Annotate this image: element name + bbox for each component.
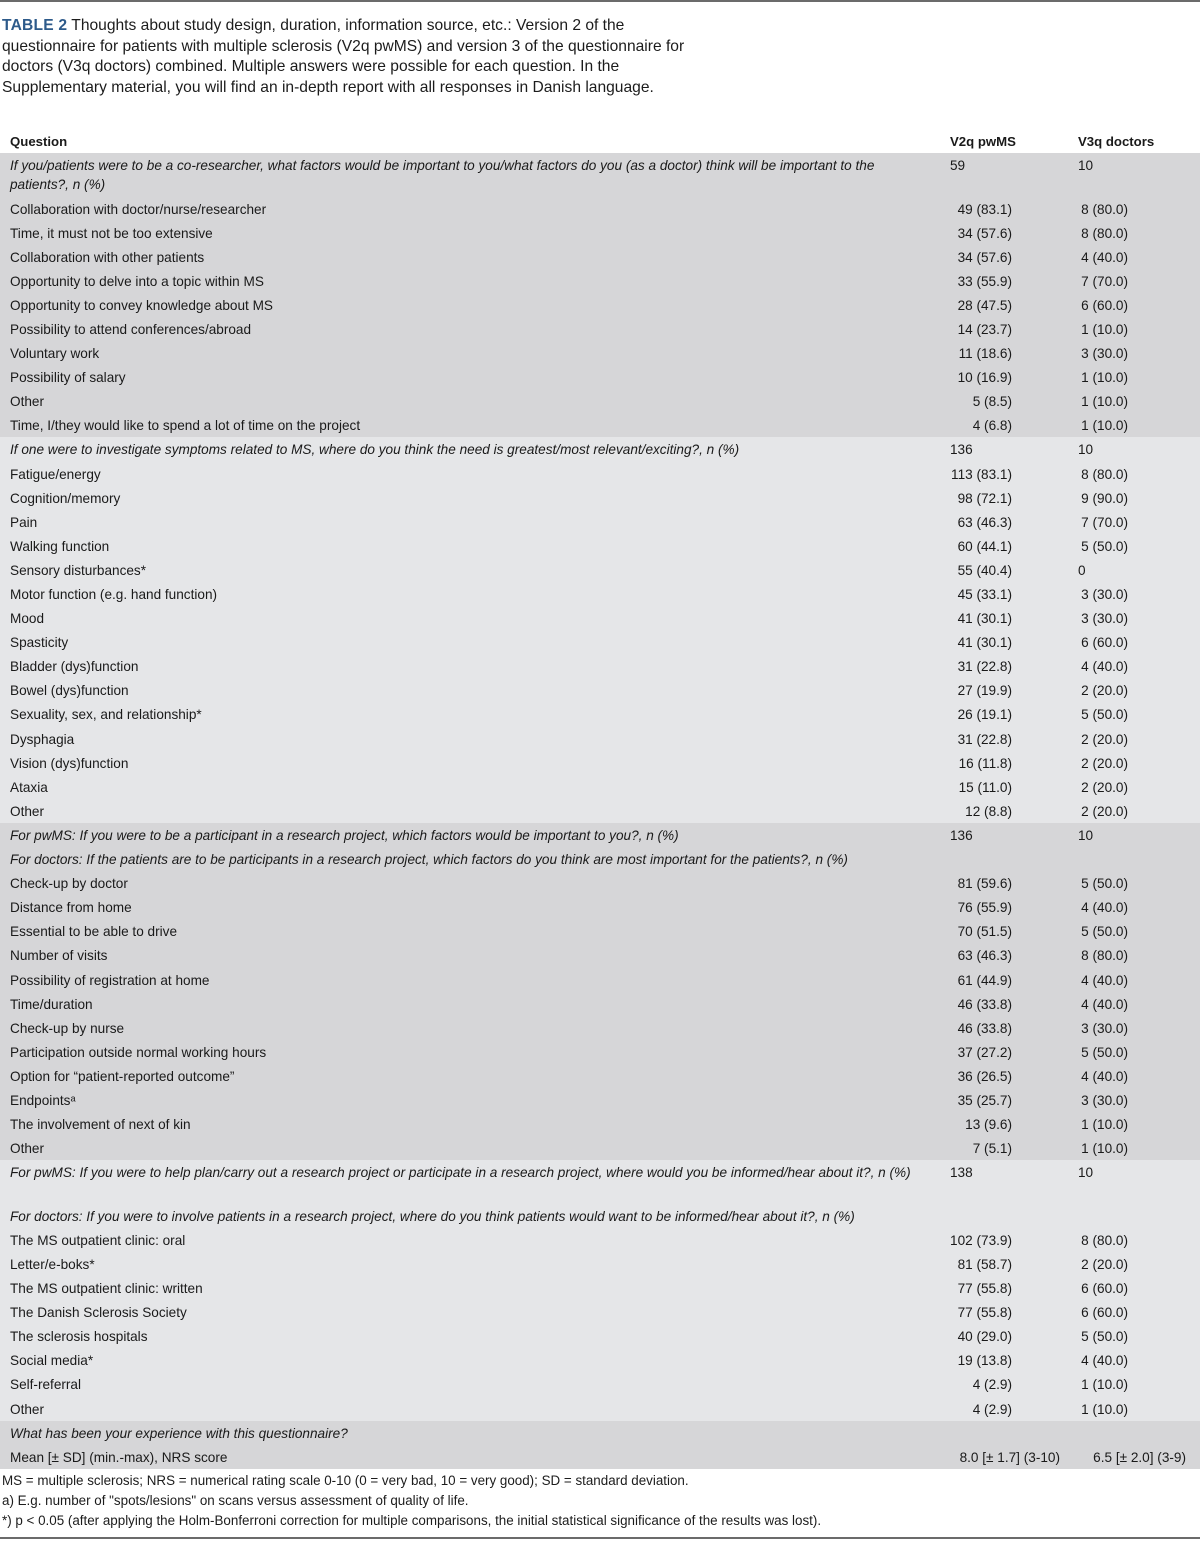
- table-row: [0, 1040, 1200, 1064]
- question-cell: Walking function: [0, 534, 940, 558]
- question-cell: The MS outpatient clinic: written: [0, 1276, 940, 1300]
- question-cell: Mean [± SD] (min.-max), NRS score: [0, 1445, 940, 1469]
- question-cell: Option for “patient-reported outcome”: [0, 1064, 940, 1088]
- v2q-pwms-cell: 10 (16.9): [940, 365, 1068, 389]
- v3q-doctors-cell: 2 (20.0): [1068, 727, 1200, 751]
- v2q-pwms-cell: 11 (18.6): [940, 341, 1068, 365]
- v3q-doctors-cell: 0: [1068, 558, 1200, 582]
- v3q-doctors-cell: 7 (70.0): [1068, 269, 1200, 293]
- question-row: [0, 437, 1200, 461]
- v2q-pwms-cell: 81 (58.7): [940, 1252, 1068, 1276]
- question-cell: If one were to investigate symptoms related to MS, where do you think the need is greatest/most relevant/exciting?, n (%): [0, 437, 940, 461]
- table-row: [0, 1252, 1200, 1276]
- table-row: [0, 606, 1200, 630]
- question-cell: What has been your experience with this questionnaire?: [0, 1421, 940, 1445]
- table-row: [0, 992, 1200, 1016]
- question-cell: Distance from home: [0, 895, 940, 919]
- v3q-doctors-cell: [1068, 847, 1200, 871]
- question-row: [0, 1421, 1200, 1445]
- v3q-doctors-cell: 8 (80.0): [1068, 221, 1200, 245]
- v3q-doctors-cell: 1 (10.0): [1068, 1372, 1200, 1396]
- v3q-doctors-cell: 5 (50.0): [1068, 702, 1200, 726]
- v3q-doctors-cell: 10: [1068, 437, 1200, 461]
- question-cell: The involvement of next of kin: [0, 1112, 940, 1136]
- v2q-pwms-cell: 27 (19.9): [940, 678, 1068, 702]
- table-body: [0, 153, 1200, 1469]
- v2q-pwms-cell: 26 (19.1): [940, 702, 1068, 726]
- table-row: [0, 221, 1200, 245]
- table-row: [0, 895, 1200, 919]
- v3q-doctors-cell: [1068, 1421, 1200, 1445]
- v3q-doctors-cell: 10: [1068, 1160, 1200, 1204]
- question-row: [0, 823, 1200, 847]
- table-row: [0, 317, 1200, 341]
- question-cell: Time/duration: [0, 992, 940, 1016]
- question-cell: Spasticity: [0, 630, 940, 654]
- v2q-pwms-cell: 31 (22.8): [940, 654, 1068, 678]
- v2q-pwms-cell: 98 (72.1): [940, 486, 1068, 510]
- v2q-pwms-cell: 81 (59.6): [940, 871, 1068, 895]
- v3q-doctors-cell: 8 (80.0): [1068, 197, 1200, 221]
- v3q-doctors-cell: 6 (60.0): [1068, 630, 1200, 654]
- v3q-doctors-cell: 3 (30.0): [1068, 582, 1200, 606]
- v2q-pwms-cell: 136: [940, 437, 1068, 461]
- v3q-doctors-cell: 7 (70.0): [1068, 510, 1200, 534]
- v2q-pwms-cell: 45 (33.1): [940, 582, 1068, 606]
- question-cell: Letter/e-boks*: [0, 1252, 940, 1276]
- table-row: [0, 1112, 1200, 1136]
- v3q-doctors-cell: 4 (40.0): [1068, 245, 1200, 269]
- v2q-pwms-cell: 5 (8.5): [940, 389, 1068, 413]
- v2q-pwms-cell: 102 (73.9): [940, 1228, 1068, 1252]
- v2q-pwms-cell: [940, 1421, 1068, 1445]
- question-row: [0, 1160, 1200, 1204]
- table-row: [0, 269, 1200, 293]
- question-cell: For pwMS: If you were to be a participant in a research project, which factors would be important to you?, n (%): [0, 823, 940, 847]
- question-cell: Motor function (e.g. hand function): [0, 582, 940, 606]
- v3q-doctors-cell: 8 (80.0): [1068, 462, 1200, 486]
- table-row: [0, 775, 1200, 799]
- v2q-pwms-cell: 40 (29.0): [940, 1324, 1068, 1348]
- v2q-pwms-cell: 55 (40.4): [940, 558, 1068, 582]
- table-row: [0, 413, 1200, 437]
- table-row: [0, 245, 1200, 269]
- v3q-doctors-cell: 10: [1068, 823, 1200, 847]
- question-cell: Other: [0, 389, 940, 413]
- question-cell: Time, it must not be too extensive: [0, 221, 940, 245]
- question-row: [0, 1204, 1200, 1228]
- table-row: [0, 486, 1200, 510]
- v2q-pwms-cell: 34 (57.6): [940, 221, 1068, 245]
- question-cell: Cognition/memory: [0, 486, 940, 510]
- table-row: [0, 968, 1200, 992]
- v2q-pwms-cell: 33 (55.9): [940, 269, 1068, 293]
- table-row: [0, 799, 1200, 823]
- table-row: [0, 871, 1200, 895]
- v3q-doctors-cell: 10: [1068, 153, 1200, 197]
- v2q-pwms-cell: 36 (26.5): [940, 1064, 1068, 1088]
- v2q-pwms-cell: 41 (30.1): [940, 606, 1068, 630]
- v2q-pwms-cell: 49 (83.1): [940, 197, 1068, 221]
- question-cell: The sclerosis hospitals: [0, 1324, 940, 1348]
- table-row: [0, 943, 1200, 967]
- v2q-pwms-cell: 46 (33.8): [940, 992, 1068, 1016]
- v2q-pwms-cell: 4 (2.9): [940, 1372, 1068, 1396]
- table-row: [0, 630, 1200, 654]
- table-row: [0, 751, 1200, 775]
- question-cell: Vision (dys)function: [0, 751, 940, 775]
- v2q-pwms-cell: 34 (57.6): [940, 245, 1068, 269]
- v3q-doctors-cell: 1 (10.0): [1068, 1136, 1200, 1160]
- table-row: [0, 1348, 1200, 1372]
- v3q-doctors-cell: 2 (20.0): [1068, 751, 1200, 775]
- v3q-doctors-cell: 2 (20.0): [1068, 799, 1200, 823]
- question-cell: Time, I/they would like to spend a lot of time on the project: [0, 413, 940, 437]
- v2q-pwms-cell: [940, 1204, 1068, 1228]
- question-cell: Collaboration with doctor/nurse/researcher: [0, 197, 940, 221]
- table-row: [0, 727, 1200, 751]
- question-cell: For doctors: If the patients are to be participants in a research project, which factors do you think are most important for the patients?, n (%): [0, 847, 940, 871]
- table-row: [0, 462, 1200, 486]
- header-v2q-pwms: V2q pwMS: [940, 129, 1068, 153]
- table-row: [0, 1016, 1200, 1040]
- v2q-pwms-cell: 59: [940, 153, 1068, 197]
- table-row: [0, 654, 1200, 678]
- question-cell: Other: [0, 1136, 940, 1160]
- table-header-row: [0, 129, 1200, 153]
- question-cell: Bowel (dys)function: [0, 678, 940, 702]
- question-cell: Number of visits: [0, 943, 940, 967]
- header-v3q-doctors: V3q doctors: [1068, 129, 1200, 153]
- v2q-pwms-cell: 19 (13.8): [940, 1348, 1068, 1372]
- v2q-pwms-cell: 8.0 [± 1.7] (3-10): [940, 1445, 1068, 1469]
- table-row: [0, 1445, 1200, 1469]
- v3q-doctors-cell: 5 (50.0): [1068, 1324, 1200, 1348]
- question-cell: Participation outside normal working hours: [0, 1040, 940, 1064]
- v3q-doctors-cell: 4 (40.0): [1068, 992, 1200, 1016]
- header-question: Question: [0, 129, 940, 153]
- v3q-doctors-cell: 5 (50.0): [1068, 919, 1200, 943]
- question-cell: Other: [0, 1397, 940, 1421]
- v3q-doctors-cell: 9 (90.0): [1068, 486, 1200, 510]
- question-cell: Check-up by doctor: [0, 871, 940, 895]
- footnote-asterisk: *) p < 0.05 (after applying the Holm-Bonferroni correction for multiple comparisons, the initial statistical significance of the results was lost).: [2, 1512, 822, 1528]
- v3q-doctors-cell: 1 (10.0): [1068, 1112, 1200, 1136]
- v3q-doctors-cell: 3 (30.0): [1068, 606, 1200, 630]
- v3q-doctors-cell: 6 (60.0): [1068, 293, 1200, 317]
- table-row: [0, 341, 1200, 365]
- v3q-doctors-cell: [1068, 1204, 1200, 1228]
- question-cell: Possibility to attend conferences/abroad: [0, 317, 940, 341]
- v2q-pwms-cell: 138: [940, 1160, 1068, 1204]
- question-row: [0, 153, 1200, 197]
- v2q-pwms-cell: 41 (30.1): [940, 630, 1068, 654]
- v2q-pwms-cell: 70 (51.5): [940, 919, 1068, 943]
- question-cell: Social media*: [0, 1348, 940, 1372]
- question-cell: Voluntary work: [0, 341, 940, 365]
- question-cell: Self-referral: [0, 1372, 940, 1396]
- data-table: [0, 129, 1200, 1469]
- v3q-doctors-cell: 1 (10.0): [1068, 365, 1200, 389]
- question-cell: Essential to be able to drive: [0, 919, 940, 943]
- v3q-doctors-cell: 4 (40.0): [1068, 895, 1200, 919]
- caption-text: Thoughts about study design, duration, information source, etc.: Version 2 of the questionnaire for patients with multiple sclerosis (V2q pwMS) and version 3 of the questionnaire for doctors (V3q doctors) combined. Multiple answers were possible for each question. In the Supplementary material, you will find an in-depth report with all responses in Danish language.: [2, 17, 685, 96]
- v2q-pwms-cell: 77 (55.8): [940, 1276, 1068, 1300]
- v3q-doctors-cell: 1 (10.0): [1068, 413, 1200, 437]
- v3q-doctors-cell: 3 (30.0): [1068, 1088, 1200, 1112]
- v2q-pwms-cell: 63 (46.3): [940, 510, 1068, 534]
- bottom-rule: [0, 1537, 1200, 1539]
- v2q-pwms-cell: 7 (5.1): [940, 1136, 1068, 1160]
- table-row: [0, 365, 1200, 389]
- table-row: [0, 293, 1200, 317]
- question-row: [0, 847, 1200, 871]
- v2q-pwms-cell: 46 (33.8): [940, 1016, 1068, 1040]
- v2q-pwms-cell: 4 (2.9): [940, 1397, 1068, 1421]
- table-row: [0, 678, 1200, 702]
- question-cell: Fatigue/energy: [0, 462, 940, 486]
- question-cell: If you/patients were to be a co-researcher, what factors would be important to you/what factors do you (as a doctor) think will be important to the patients?, n (%): [0, 153, 940, 197]
- v3q-doctors-cell: 4 (40.0): [1068, 1348, 1200, 1372]
- table-row: [0, 919, 1200, 943]
- v3q-doctors-cell: 1 (10.0): [1068, 317, 1200, 341]
- v2q-pwms-cell: 28 (47.5): [940, 293, 1068, 317]
- question-cell: Sensory disturbances*: [0, 558, 940, 582]
- question-cell: Dysphagia: [0, 727, 940, 751]
- table-row: [0, 1372, 1200, 1396]
- v3q-doctors-cell: 8 (80.0): [1068, 1228, 1200, 1252]
- question-cell: Collaboration with other patients: [0, 245, 940, 269]
- table-row: [0, 1276, 1200, 1300]
- table-row: [0, 1136, 1200, 1160]
- v3q-doctors-cell: 3 (30.0): [1068, 1016, 1200, 1040]
- table-row: [0, 1064, 1200, 1088]
- v3q-doctors-cell: 5 (50.0): [1068, 1040, 1200, 1064]
- v2q-pwms-cell: 13 (9.6): [940, 1112, 1068, 1136]
- v2q-pwms-cell: 76 (55.9): [940, 895, 1068, 919]
- table-row: [0, 558, 1200, 582]
- question-cell: The Danish Sclerosis Society: [0, 1300, 940, 1324]
- table-row: [0, 1397, 1200, 1421]
- v3q-doctors-cell: 4 (40.0): [1068, 1064, 1200, 1088]
- table-row: [0, 389, 1200, 413]
- v3q-doctors-cell: 8 (80.0): [1068, 943, 1200, 967]
- v3q-doctors-cell: 2 (20.0): [1068, 678, 1200, 702]
- v2q-pwms-cell: 16 (11.8): [940, 751, 1068, 775]
- footnote-a: a) E.g. number of "spots/lesions" on scans versus assessment of quality of life.: [2, 1492, 469, 1508]
- question-cell: Possibility of registration at home: [0, 968, 940, 992]
- v2q-pwms-cell: 61 (44.9): [940, 968, 1068, 992]
- v3q-doctors-cell: 5 (50.0): [1068, 871, 1200, 895]
- table-row: [0, 1088, 1200, 1112]
- v2q-pwms-cell: 136: [940, 823, 1068, 847]
- v2q-pwms-cell: [940, 847, 1068, 871]
- top-rule: [0, 0, 1200, 2]
- v3q-doctors-cell: 6 (60.0): [1068, 1276, 1200, 1300]
- question-cell: For doctors: If you were to involve patients in a research project, where do you think patients would want to be informed/hear about it?, n (%): [0, 1204, 940, 1228]
- question-cell: The MS outpatient clinic: oral: [0, 1228, 940, 1252]
- table-row: [0, 582, 1200, 606]
- table-row: [0, 702, 1200, 726]
- question-cell: Opportunity to convey knowledge about MS: [0, 293, 940, 317]
- v3q-doctors-cell: 3 (30.0): [1068, 341, 1200, 365]
- v2q-pwms-cell: 60 (44.1): [940, 534, 1068, 558]
- question-cell: Ataxia: [0, 775, 940, 799]
- table-row: [0, 534, 1200, 558]
- v3q-doctors-cell: 6 (60.0): [1068, 1300, 1200, 1324]
- question-cell: Possibility of salary: [0, 365, 940, 389]
- question-cell: Pain: [0, 510, 940, 534]
- v3q-doctors-cell: 5 (50.0): [1068, 534, 1200, 558]
- v2q-pwms-cell: 37 (27.2): [940, 1040, 1068, 1064]
- v2q-pwms-cell: 113 (83.1): [940, 462, 1068, 486]
- v2q-pwms-cell: 12 (8.8): [940, 799, 1068, 823]
- v3q-doctors-cell: 2 (20.0): [1068, 1252, 1200, 1276]
- v2q-pwms-cell: 77 (55.8): [940, 1300, 1068, 1324]
- v3q-doctors-cell: 1 (10.0): [1068, 1397, 1200, 1421]
- table-row: [0, 197, 1200, 221]
- table-row: [0, 510, 1200, 534]
- v3q-doctors-cell: 6.5 [± 2.0] (3-9): [1068, 1445, 1200, 1469]
- footnote-abbreviations: MS = multiple sclerosis; NRS = numerical rating scale 0-10 (0 = very bad, 10 = very good); SD = standard deviation.: [2, 1473, 689, 1488]
- question-cell: Opportunity to delve into a topic within MS: [0, 269, 940, 293]
- question-cell: Endpointsᵃ: [0, 1088, 940, 1112]
- v2q-pwms-cell: 4 (6.8): [940, 413, 1068, 437]
- v2q-pwms-cell: 14 (23.7): [940, 317, 1068, 341]
- v2q-pwms-cell: 63 (46.3): [940, 943, 1068, 967]
- v3q-doctors-cell: 1 (10.0): [1068, 389, 1200, 413]
- question-cell: Sexuality, sex, and relationship*: [0, 702, 940, 726]
- v3q-doctors-cell: 4 (40.0): [1068, 968, 1200, 992]
- v3q-doctors-cell: 4 (40.0): [1068, 654, 1200, 678]
- question-cell: Mood: [0, 606, 940, 630]
- table-row: [0, 1228, 1200, 1252]
- question-cell: Bladder (dys)function: [0, 654, 940, 678]
- table-row: [0, 1300, 1200, 1324]
- footnotes: [2, 1471, 821, 1530]
- v2q-pwms-cell: 15 (11.0): [940, 775, 1068, 799]
- question-cell: For pwMS: If you were to help plan/carry out a research project or participate in a research project, where would you be informed/hear about it?, n (%): [0, 1160, 940, 1204]
- v3q-doctors-cell: 2 (20.0): [1068, 775, 1200, 799]
- v2q-pwms-cell: 35 (25.7): [940, 1088, 1068, 1112]
- question-cell: Check-up by nurse: [0, 1016, 940, 1040]
- table-caption: [2, 16, 692, 98]
- v2q-pwms-cell: 31 (22.8): [940, 727, 1068, 751]
- table-label: TABLE 2: [2, 17, 68, 34]
- table-row: [0, 1324, 1200, 1348]
- question-cell: Other: [0, 799, 940, 823]
